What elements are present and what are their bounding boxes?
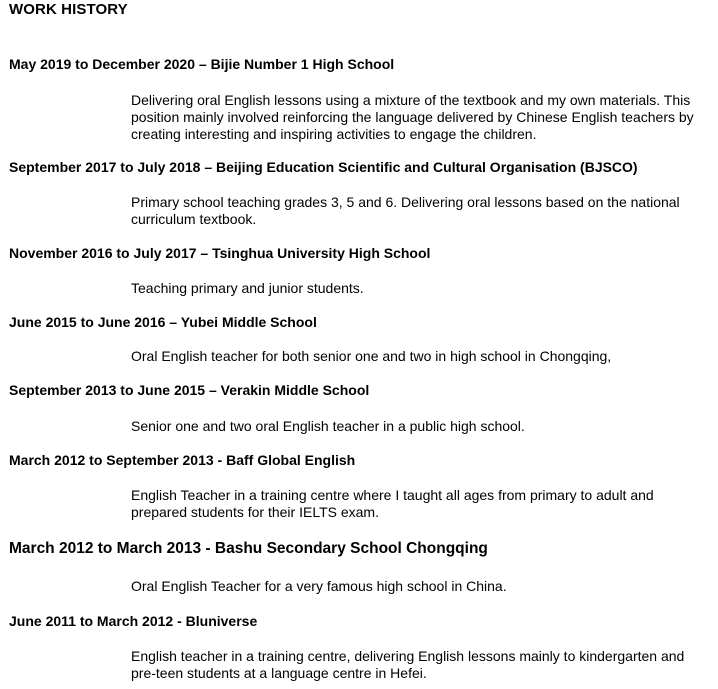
- job-heading-yubei: June 2015 to June 2016 – Yubei Middle School: [9, 314, 317, 330]
- job-description-bijie: Delivering oral English lessons using a mixture of the textbook and my own materials. This position mainly involved reinforcing the language delivered by Chinese English teachers by creating interesting and inspiring activities to engage the children.: [131, 92, 694, 142]
- job-heading-tsinghua: November 2016 to July 2017 – Tsinghua University High School: [9, 245, 431, 261]
- job-description-tsinghua: Teaching primary and junior students.: [131, 280, 364, 296]
- job-heading-bashu: March 2012 to March 2013 - Bashu Secondary School Chongqing: [9, 540, 488, 557]
- job-description-verakin: Senior one and two oral English teacher in a public high school.: [131, 418, 525, 434]
- job-heading-bjsco: September 2017 to July 2018 – Beijing Education Scientific and Cultural Organisation (BJSCO): [9, 159, 638, 175]
- section-title: WORK HISTORY: [9, 1, 128, 18]
- job-description-baff: English Teacher in a training centre where I taught all ages from primary to adult and prepared students for their IELTS exam.: [131, 487, 654, 520]
- job-heading-verakin: September 2013 to June 2015 – Verakin Middle School: [9, 382, 370, 398]
- job-description-bjsco: Primary school teaching grades 3, 5 and 6. Delivering oral lessons based on the national curriculum textbook.: [131, 194, 680, 227]
- job-description-bluniverse: English teacher in a training centre, delivering English lessons mainly to kindergarten and pre-teen students at a language centre in Hefei.: [131, 648, 685, 681]
- job-heading-baff: March 2012 to September 2013 - Baff Global English: [9, 452, 356, 468]
- job-description-bashu: Oral English Teacher for a very famous high school in China.: [131, 578, 507, 594]
- job-heading-bluniverse: June 2011 to March 2012 - Bluniverse: [9, 613, 258, 629]
- job-description-yubei: Oral English teacher for both senior one and two in high school in Chongqing,: [131, 348, 612, 364]
- job-heading-bijie: May 2019 to December 2020 – Bijie Number 1 High School: [9, 56, 395, 72]
